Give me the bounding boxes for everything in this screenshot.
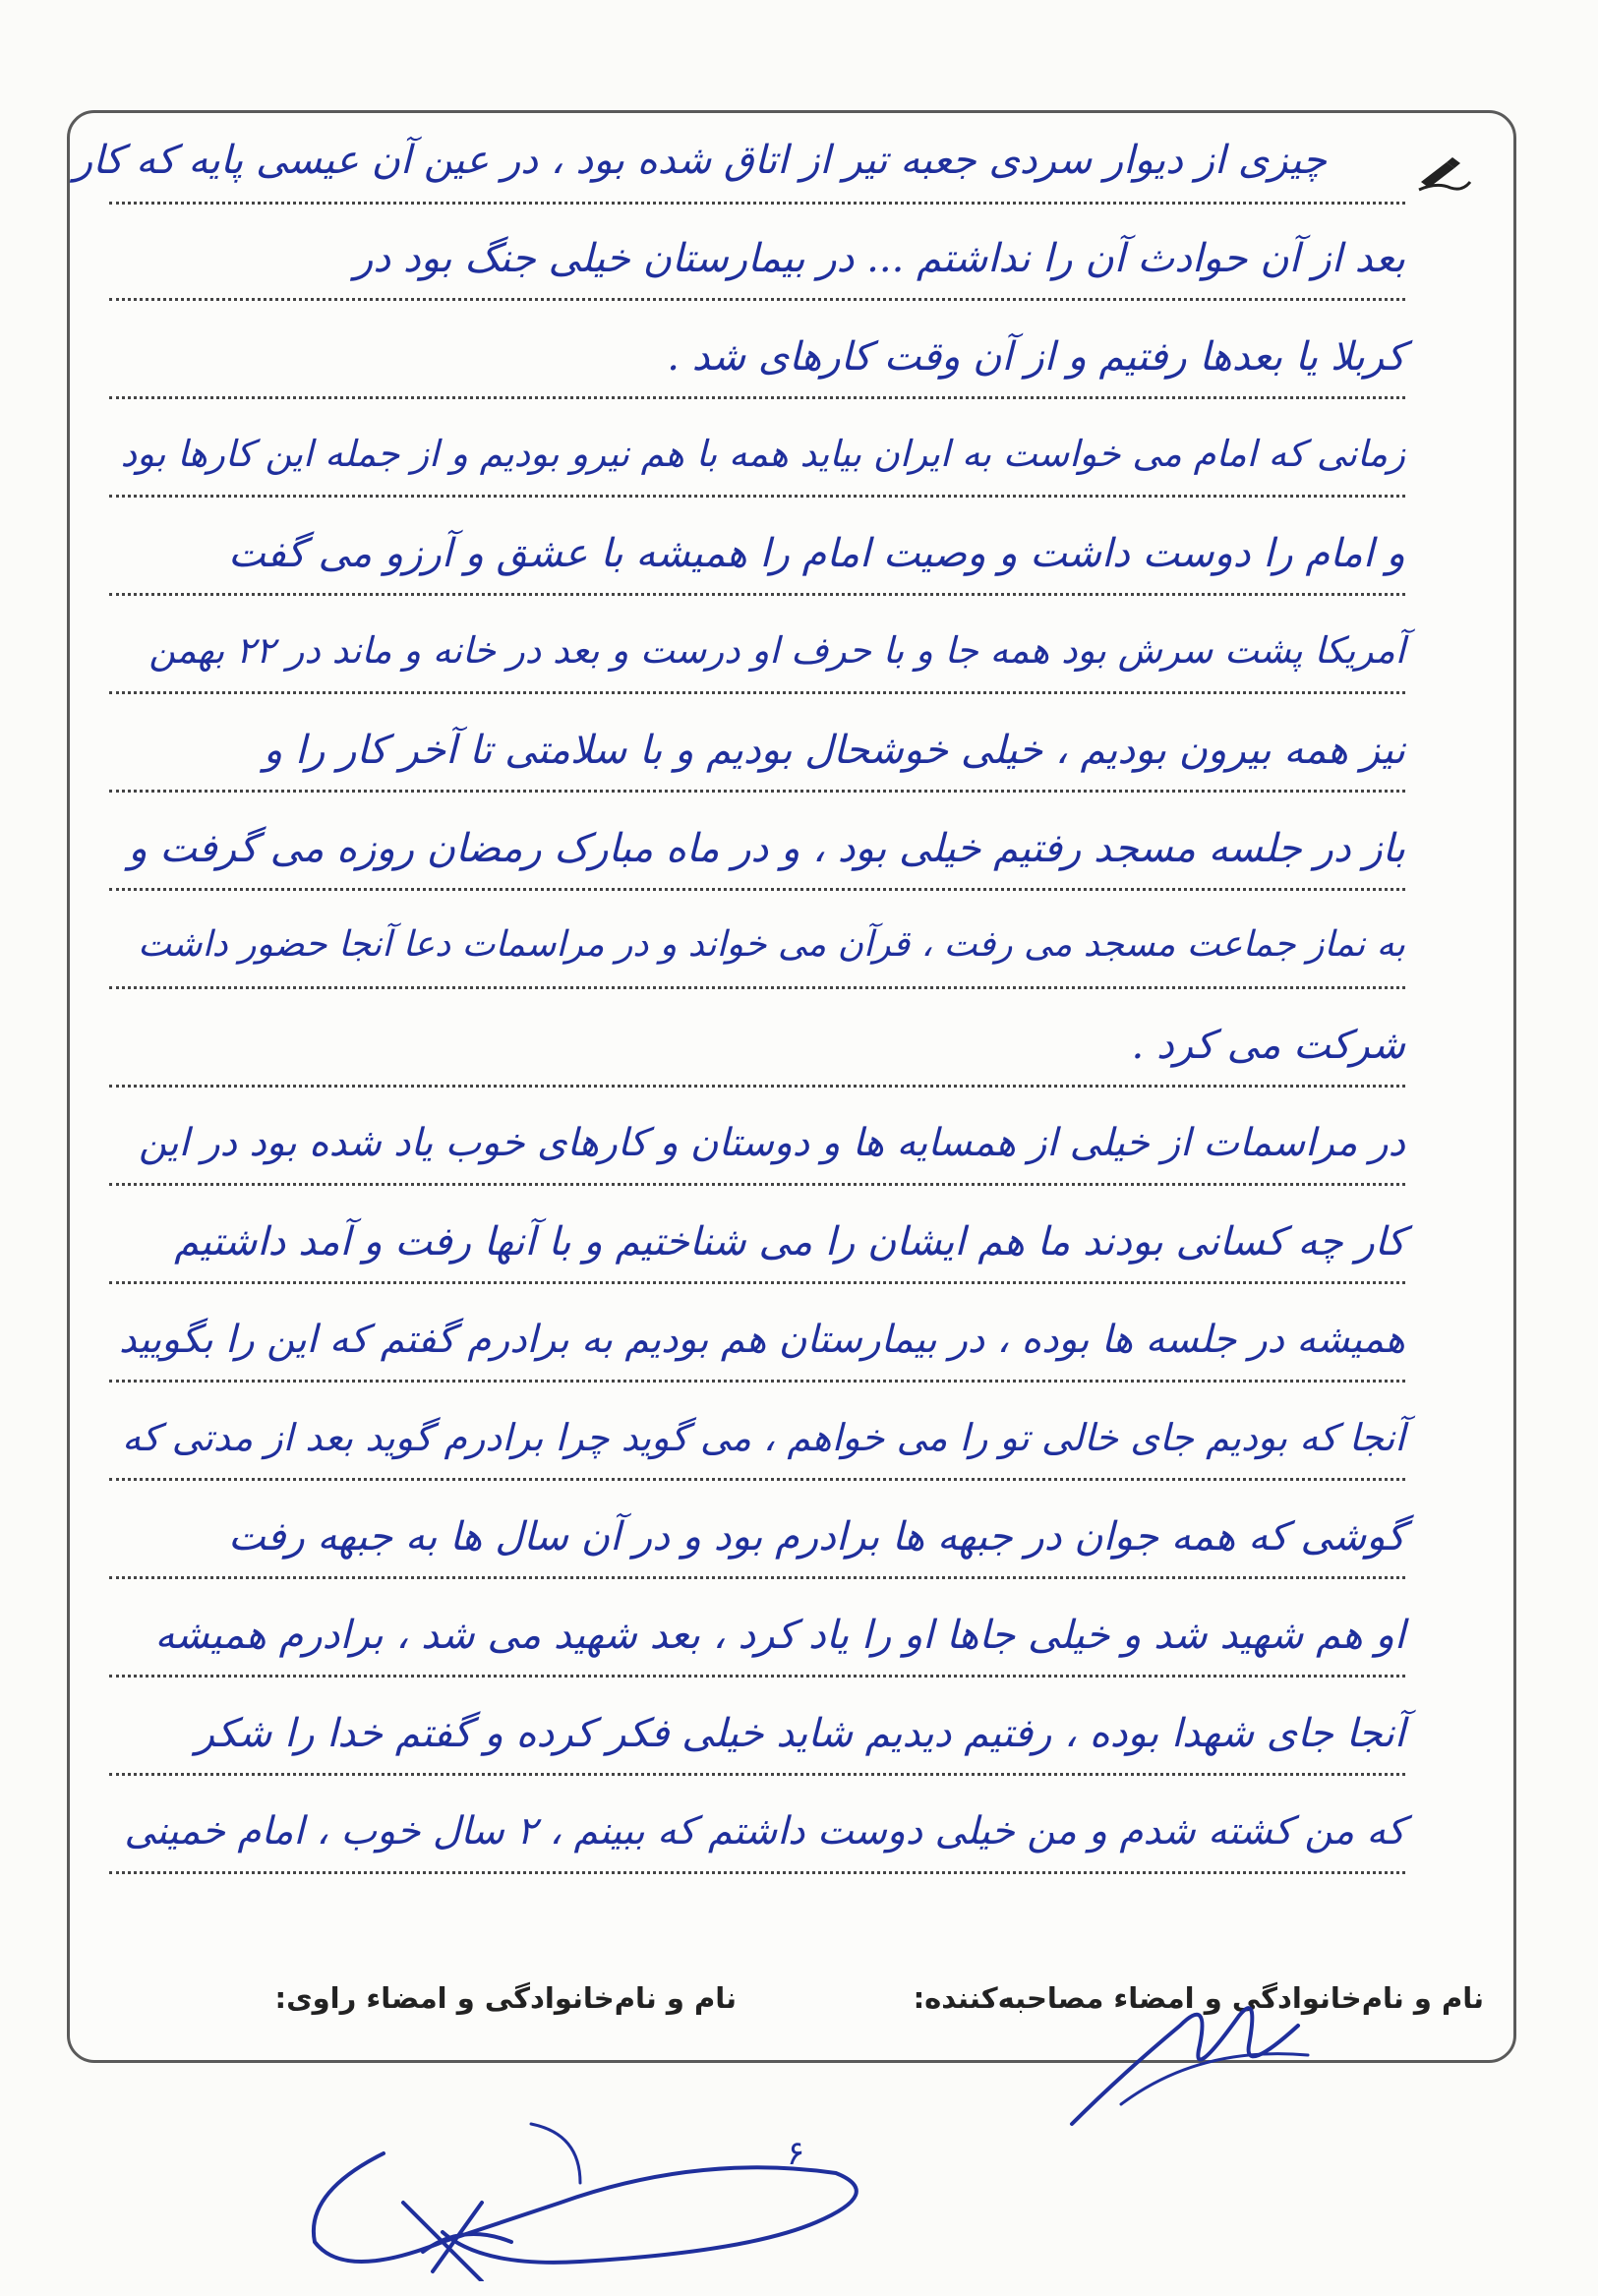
ruled-line — [109, 986, 1405, 989]
ruled-line — [109, 1871, 1405, 1874]
handwritten-line: زمانی که امام می خواست به ایران بیاید همه با هم نیرو بودیم و از جمله این کارها بود — [120, 433, 1405, 475]
ruled-line — [109, 396, 1405, 399]
ruled-line — [109, 1183, 1405, 1186]
ruled-line — [109, 1281, 1405, 1284]
handwritten-line: آنجا که بودیم جای خالی تو را می خواهم ، می گوید چرا برادرم گوید بعد از مدتی که — [122, 1416, 1405, 1459]
handwritten-line: و امام را دوست داشت و وصیت امام را همیشه با عشق و آرزو می گفت — [228, 531, 1405, 576]
ruled-line — [109, 593, 1405, 596]
narrator-signature-label: نام و نام‌خانوادگی و امضاء راوی: — [274, 1981, 737, 2015]
ruled-line — [109, 298, 1405, 301]
handwritten-line: در مراسمات از خیلی از همسایه ها و دوستان و کارهای خوب یاد شده بود در این — [139, 1121, 1405, 1165]
ruled-line — [109, 1380, 1405, 1383]
ruled-line — [109, 202, 1405, 205]
lined-writing-area — [73, 113, 1405, 1981]
handwritten-line: چیزی از دیوار سردی جعبه تیر از اتاق شده بود ، در عین آن عیسی پایه که کار — [73, 138, 1327, 183]
ruled-line — [109, 1576, 1405, 1579]
ruled-line — [109, 1478, 1405, 1481]
handwritten-line: شرکت می کرد . — [1131, 1023, 1405, 1068]
page-number: ۶ — [787, 2134, 805, 2173]
handwritten-line: کار چه کسانی بودند ما هم ایشان را می شناختیم و با آنها رفت و آمد داشتیم — [174, 1219, 1405, 1265]
handwritten-line: او هم شهید شد و خیلی جاها او را یاد کرد ، بعد شهید می شد ، برادرم همیشه — [154, 1613, 1405, 1658]
handwritten-line: کربلا یا بعدها رفتیم و از آن وقت کارهای شد . — [667, 334, 1405, 380]
handwritten-line: که من کشته شدم و من خیلی دوست داشتم که ببینم ، ۲ سال خوب ، امام خمینی — [124, 1809, 1405, 1854]
ruled-line — [109, 1085, 1405, 1088]
ruled-line — [109, 790, 1405, 793]
interviewer-signature-label: نام و نام‌خانوادگی و امضاء مصاحبه‌کننده: — [913, 1981, 1484, 2015]
handwritten-line: همیشه در جلسه ها بوده ، در بیمارستان هم بودیم به برادرم گفتم که این را بگویید — [119, 1318, 1405, 1362]
handwritten-line: نیز همه بیرون بودیم ، خیلی خوشحال بودیم و با سلامتی تا آخر کار را و — [264, 728, 1405, 773]
handwritten-line: به نماز جماعت مسجد می رفت ، قرآن می خواند و در مراسمات دعا آنجا حضور داشت — [138, 924, 1405, 965]
ruled-line — [109, 495, 1405, 498]
handwritten-line: آنجا جای شهدا بوده ، رفتیم دیدیم شاید خیلی فکر کرده و گفتم خدا را شکر — [195, 1711, 1405, 1756]
form-frame — [67, 110, 1516, 2063]
ruled-line — [109, 888, 1405, 891]
handwritten-line: آمریکا پشت سرش بود همه جا و با حرف او درست و بعد در خانه و ماند در ۲۲ بهمن — [148, 629, 1405, 672]
pen-writing-icon — [1417, 152, 1472, 192]
handwritten-line: گوشی که همه جوان در جبهه ها برادرم بود و در آن سال ها به جبهه رفت — [228, 1514, 1405, 1560]
narrator-signature — [285, 2094, 974, 2281]
ruled-line — [109, 1773, 1405, 1776]
interviewer-signature — [1062, 1986, 1318, 2134]
handwritten-line: بعد از آن حوادث آن را نداشتم ... در بیمارستان خیلی جنگ بود در — [354, 236, 1405, 281]
ruled-line — [109, 691, 1405, 694]
handwritten-line: باز در جلسه مسجد رفتیم خیلی بود ، و در ماه مبارک رمضان روزه می گرفت و — [128, 826, 1405, 871]
ruled-line — [109, 1675, 1405, 1678]
